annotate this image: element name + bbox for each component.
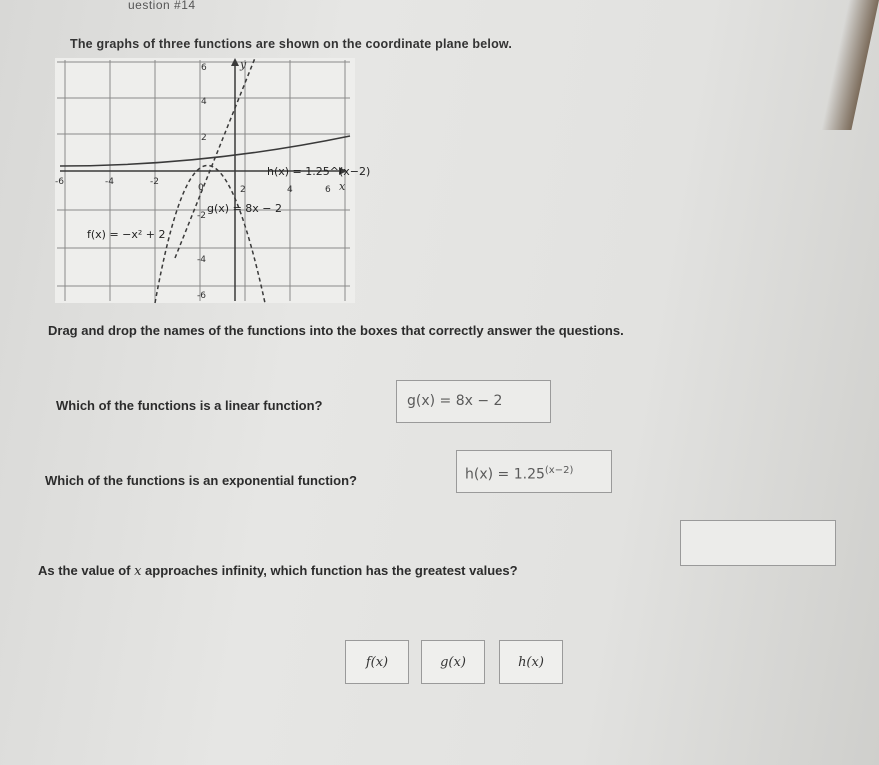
x-tick-label: 4 — [287, 185, 293, 195]
photo-background-edge — [821, 0, 879, 130]
x-axis-label: x — [339, 180, 346, 193]
answer-box-exponential[interactable] — [456, 450, 612, 493]
question-greatest-values — [38, 563, 518, 579]
drag-chip-g[interactable]: g(x) — [421, 640, 485, 684]
x-tick-label: -2 — [150, 177, 159, 187]
y-tick-label: -2 — [197, 211, 206, 221]
question-text-after: approaches infinity, which function has the greatest values? — [141, 563, 518, 578]
f-parabola — [155, 166, 265, 304]
h-function-label: h(x) = 1.25^(x−2) — [267, 165, 371, 178]
x-tick-label: 0 — [198, 183, 204, 193]
answer-exponential-base: h(x) = 1.25 — [465, 466, 545, 483]
drag-chip-h[interactable]: h(x) — [499, 640, 563, 684]
y-tick-label: 2 — [201, 133, 207, 143]
answer-box-greatest[interactable] — [680, 520, 836, 566]
y-tick-label: -4 — [197, 255, 206, 265]
answer-exponential-exponent: (x−2) — [544, 465, 574, 476]
x-tick-label: 2 — [240, 185, 246, 195]
question-exponential: Which of the functions is an exponential function? — [45, 473, 357, 488]
y-axis-label: y — [240, 58, 247, 71]
x-tick-label: 6 — [325, 185, 331, 195]
intro-text: The graphs of three functions are shown on the coordinate plane below. — [70, 37, 513, 51]
y-tick-label: 4 — [201, 97, 207, 107]
x-tick-label: -4 — [105, 177, 114, 187]
coordinate-graph — [55, 58, 371, 303]
drag-chip-f[interactable]: f(x) — [345, 640, 409, 684]
answer-exponential-handwritten — [465, 465, 573, 483]
graph-svg — [55, 58, 371, 303]
variable-x: x — [134, 564, 142, 579]
y-tick-label: -6 — [197, 291, 206, 301]
question-linear: Which of the functions is a linear function? — [56, 398, 323, 413]
y-tick-label: 6 — [201, 63, 207, 73]
graph-curves — [60, 58, 350, 303]
instruction-text: Drag and drop the names of the functions into the boxes that correctly answer the questions. — [48, 323, 624, 338]
answer-linear-handwritten: g(x) = 8x − 2 — [407, 393, 503, 409]
g-function-label: g(x) = 8x − 2 — [207, 202, 283, 215]
question-number: uestion #14 — [128, 0, 196, 12]
answer-box-linear[interactable] — [396, 380, 551, 423]
f-function-label: f(x) = −x² + 2 — [87, 228, 166, 241]
x-tick-label: -6 — [55, 177, 64, 187]
question-text-before: As the value of — [38, 563, 135, 578]
